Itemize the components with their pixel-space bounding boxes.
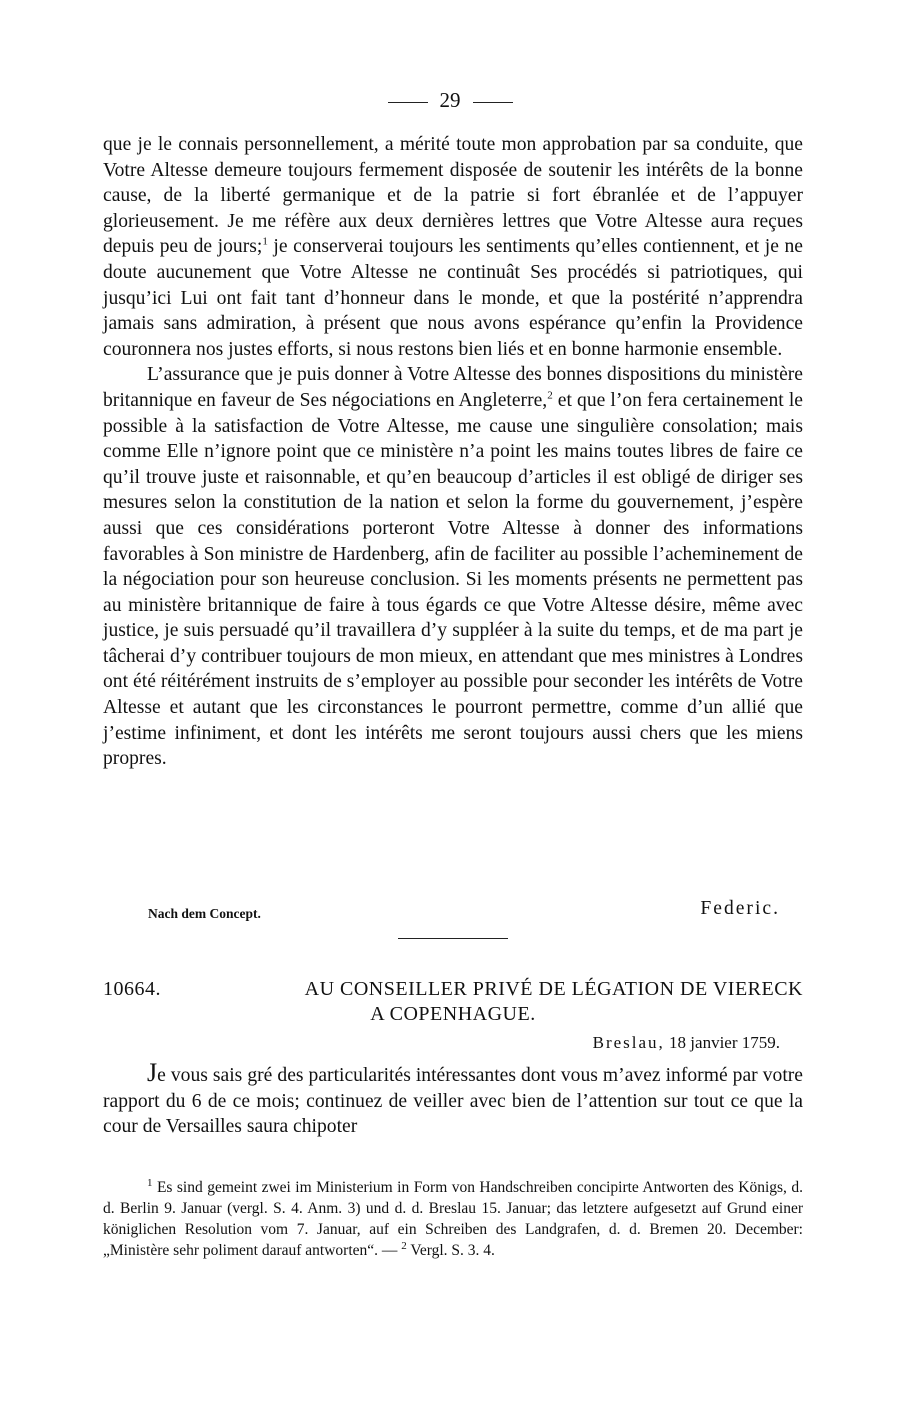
letter-2-text: e vous sais gré des particularités intéressantes dont vous m’avez informé par votre rapport du 6 de ce mois; continuez de veiller avec bien de l’attention sur tout ce que la cour de Versailles saura chipoter (103, 1065, 803, 1138)
footnote-1-mark: 1 (147, 1176, 153, 1189)
paragraph-1-text-b: je conserverai toujours les sentiments qu’elles contiennent, et je ne doute aucunement que Votre Altesse ne continuât Ses procédés si patriotiques, qui jusqu’ici Lui ont fait tant d’honneur dans le monde, et que la postérité n’apprendra jamais sans admiration, à présent que nous avons espérance qu’enfin la Providence couronnera nos justes efforts, si nous restons bien liés et en bonne harmonie ensemble. (103, 236, 803, 360)
footnote-1-text: Es sind gemeint zwei im Ministerium in Form von Handschreiben concipirte Antworten des Königs, d. d. Berlin 9. Januar (vergl. S. 4. Anm. 3) und d. d. Breslau 15. Januar; das letztere aufgesetzt auf Grund einer königlichen Resolution vom 7. Januar, auf ein Schreiben des Landgrafen, d. d. Bremen 20. December: „Ministère sehr poliment darauf antworten“. — (103, 1179, 803, 1259)
letter-body (103, 132, 803, 772)
header-dash-left (388, 102, 428, 103)
paragraph-2 (103, 362, 803, 772)
dateline-place: Breslau, (592, 1033, 665, 1052)
source-note: Nach dem Concept. (148, 906, 261, 921)
letter-2-body (103, 1060, 803, 1140)
heading-title-1: AU CONSEILLER PRIVÉ DE LÉGATION DE VIERECK (304, 978, 803, 1000)
footnote-2-text: Vergl. S. 3. 4. (406, 1242, 495, 1259)
paragraph-2-text-a: L’assurance que je puis donner à Votre Altesse des bonnes dispositions du ministère britannique en faveur de Ses négociations en Angleterre, (103, 364, 803, 411)
page-header (0, 88, 900, 112)
signature-row (148, 898, 780, 924)
dateline-date: 18 janvier 1759. (669, 1033, 780, 1052)
paragraph-1 (103, 132, 803, 362)
signature: Federic. (700, 898, 780, 919)
document-heading (103, 977, 803, 1027)
footnote-ref-2: 2 (547, 389, 553, 402)
footnote-block (103, 1177, 803, 1261)
footnotes (103, 1177, 803, 1261)
paragraph-2-text-b: et que l’on fera certainement le possible à la satisfaction de Votre Altesse, me cause une singulière consolation; mais comme Elle n’ignore point que ce ministère n’a point les mains toutes libres de faire ce qu’il trouve juste et raisonnable, et qu’en beaucoup d’articles il est obligé de diriger ses mesures selon la constitution de la nation et selon la forme du gouvernement, j’espère aussi que ces considérations porteront Votre Altesse à donner des informations favorables à Son ministre de Hardenberg, afin de faciliter au possible l’acheminement de la négociation pour son heureuse conclusion. Si les moments présents ne permettent pas au ministère britannique de faire à tous égards ce que Votre Altesse désire, même avec justice, je suis persuadé qu’il travaillera d’y suppléer à la suite du temps, et de ma part je tâcherai d’y contribuer toujours de mon mieux, en attendant que mes ministres à Londres ont été réitérément instruits de s’employer au possible pour seconder les intérêts de Votre Altesse et autant que les circonstances le pourront permettre, comme d’un allié que j’estime infiniment, et dont les intérêts me seront toujours aussi chers que les miens propres. (103, 389, 803, 770)
footnote-ref-1: 1 (262, 235, 268, 248)
heading-line-1 (103, 977, 803, 1002)
initial-letter: J (147, 1058, 158, 1087)
paragraph-1-text-a: que je le connais personnellement, a mérité toute mon approbation par sa conduite, que Votre Altesse demeure toujours fermement disposée de soutenir les intérêts de la bonne cause, de la liberté germanique et de la patrie si fort ébranlée et de l’appuyer glorieusement. Je me réfère aux deux dernières lettres que Votre Altesse aura reçues depuis peu de jours; (103, 134, 803, 258)
header-dash-right (473, 102, 513, 103)
page-number: 29 (439, 88, 461, 112)
footnote-2-mark: 2 (401, 1239, 407, 1252)
section-divider (398, 938, 508, 939)
heading-title-2: A COPENHAGUE. (370, 1003, 536, 1025)
document-number: 10664. (103, 978, 161, 1000)
dateline (593, 1033, 780, 1053)
letter-2-paragraph (103, 1060, 803, 1140)
